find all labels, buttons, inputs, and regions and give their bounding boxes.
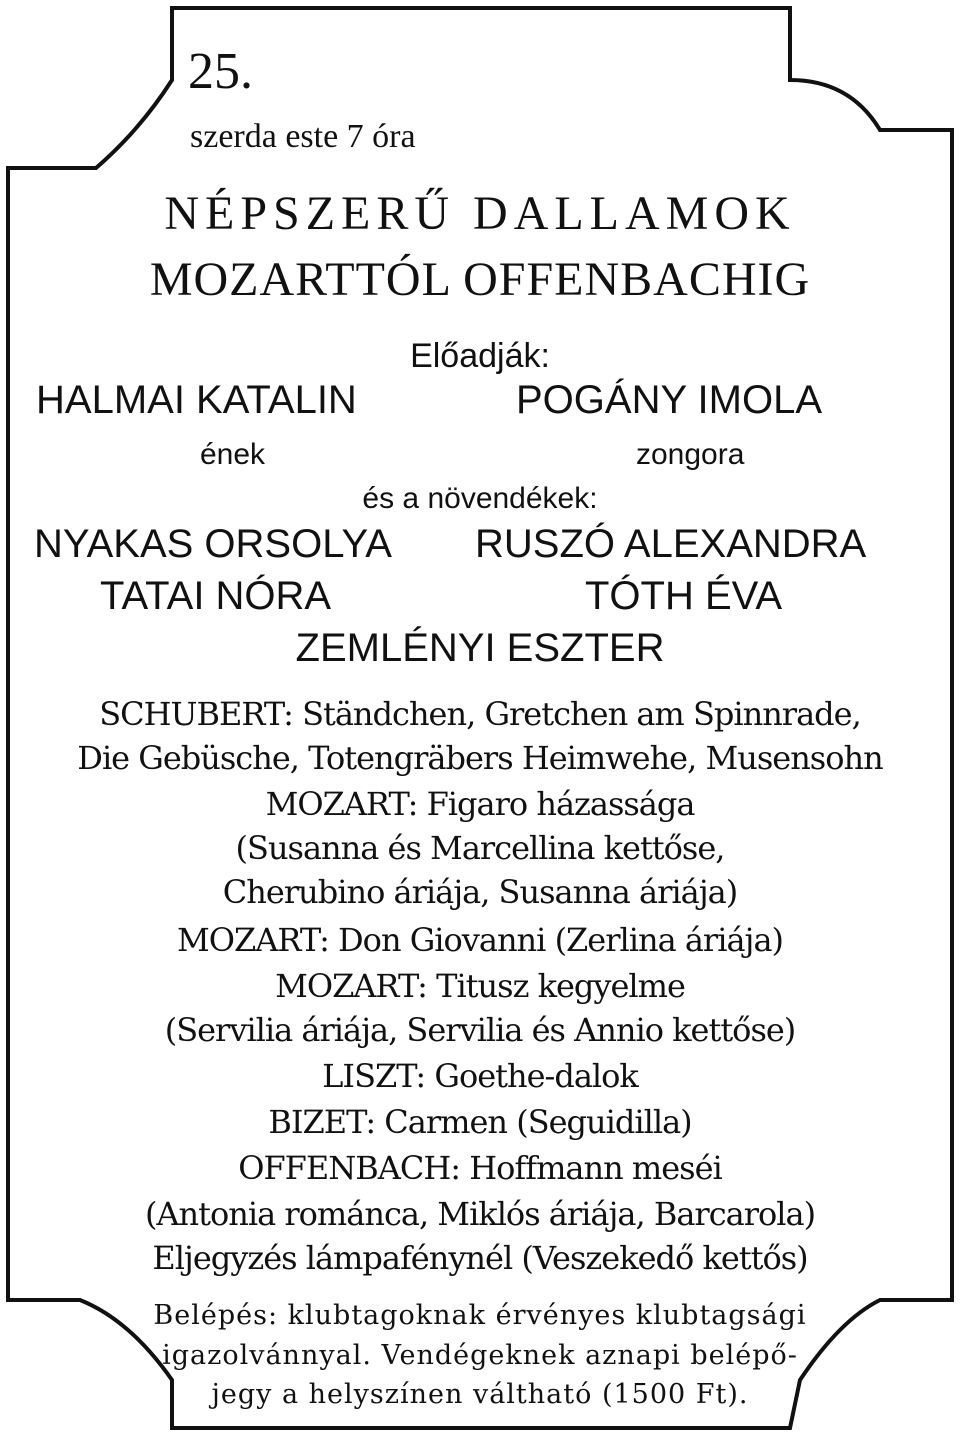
- event-day-number: 25.: [188, 43, 253, 100]
- program-line: MOZART: Titusz kegyelme: [275, 967, 685, 1005]
- page-title-line2: MOZARTTÓL OFFENBACHIG: [149, 253, 811, 306]
- program-line: SCHUBERT: Ständchen, Gretchen am Spinnrade,: [99, 695, 861, 733]
- students-label: és a növendékek:: [362, 482, 598, 515]
- main-performer-name: POGÁNY IMOLA: [516, 378, 823, 422]
- program-line: LISZT: Goethe-dalok: [322, 1057, 638, 1095]
- student-name: TÓTH ÉVA: [585, 574, 783, 618]
- main-performer-name: HALMAI KATALIN: [36, 378, 357, 422]
- page-title-line1: NÉPSZERŰ DALLAMOK: [164, 187, 796, 240]
- admission-line: jegy a helyszínen váltható (1500 Ft).: [211, 1379, 749, 1410]
- student-name: NYAKAS ORSOLYA: [34, 522, 392, 566]
- program-line: (Antonia románca, Miklós áriája, Barcarola): [144, 1195, 816, 1233]
- program-line: OFFENBACH: Hoffmann meséi: [238, 1149, 722, 1187]
- performers-label: Előadják:: [410, 337, 550, 375]
- event-day-time: szerda este 7 óra: [190, 118, 416, 155]
- program-line: Die Gebüsche, Totengräbers Heimwehe, Musensohn: [77, 739, 883, 777]
- program-line: (Susanna és Marcellina kettőse,: [235, 829, 725, 867]
- program-line: MOZART: Figaro házassága: [265, 785, 695, 823]
- program-line: BIZET: Carmen (Seguidilla): [268, 1103, 692, 1141]
- student-name: TATAI NÓRA: [100, 574, 332, 618]
- student-name: RUSZÓ ALEXANDRA: [475, 522, 867, 566]
- program-line: Cherubino áriája, Susanna áriája): [222, 873, 738, 911]
- main-performer-role: ének: [200, 438, 266, 471]
- admission-line: Belépés: klubtagoknak érvényes klubtagsági: [153, 1300, 807, 1331]
- admission-line: igazolvánnyal. Vendégeknek aznapi belépő-: [162, 1340, 798, 1371]
- program-line: Eljegyzés lámpafénynél (Veszekedő kettős): [152, 1239, 808, 1277]
- program-line: (Servilia áriája, Servilia és Annio kettőse): [164, 1011, 796, 1049]
- program-line: MOZART: Don Giovanni (Zerlina áriája): [176, 921, 784, 959]
- student-name: ZEMLÉNYI ESZTER: [295, 626, 665, 670]
- main-performer-role: zongora: [636, 438, 745, 471]
